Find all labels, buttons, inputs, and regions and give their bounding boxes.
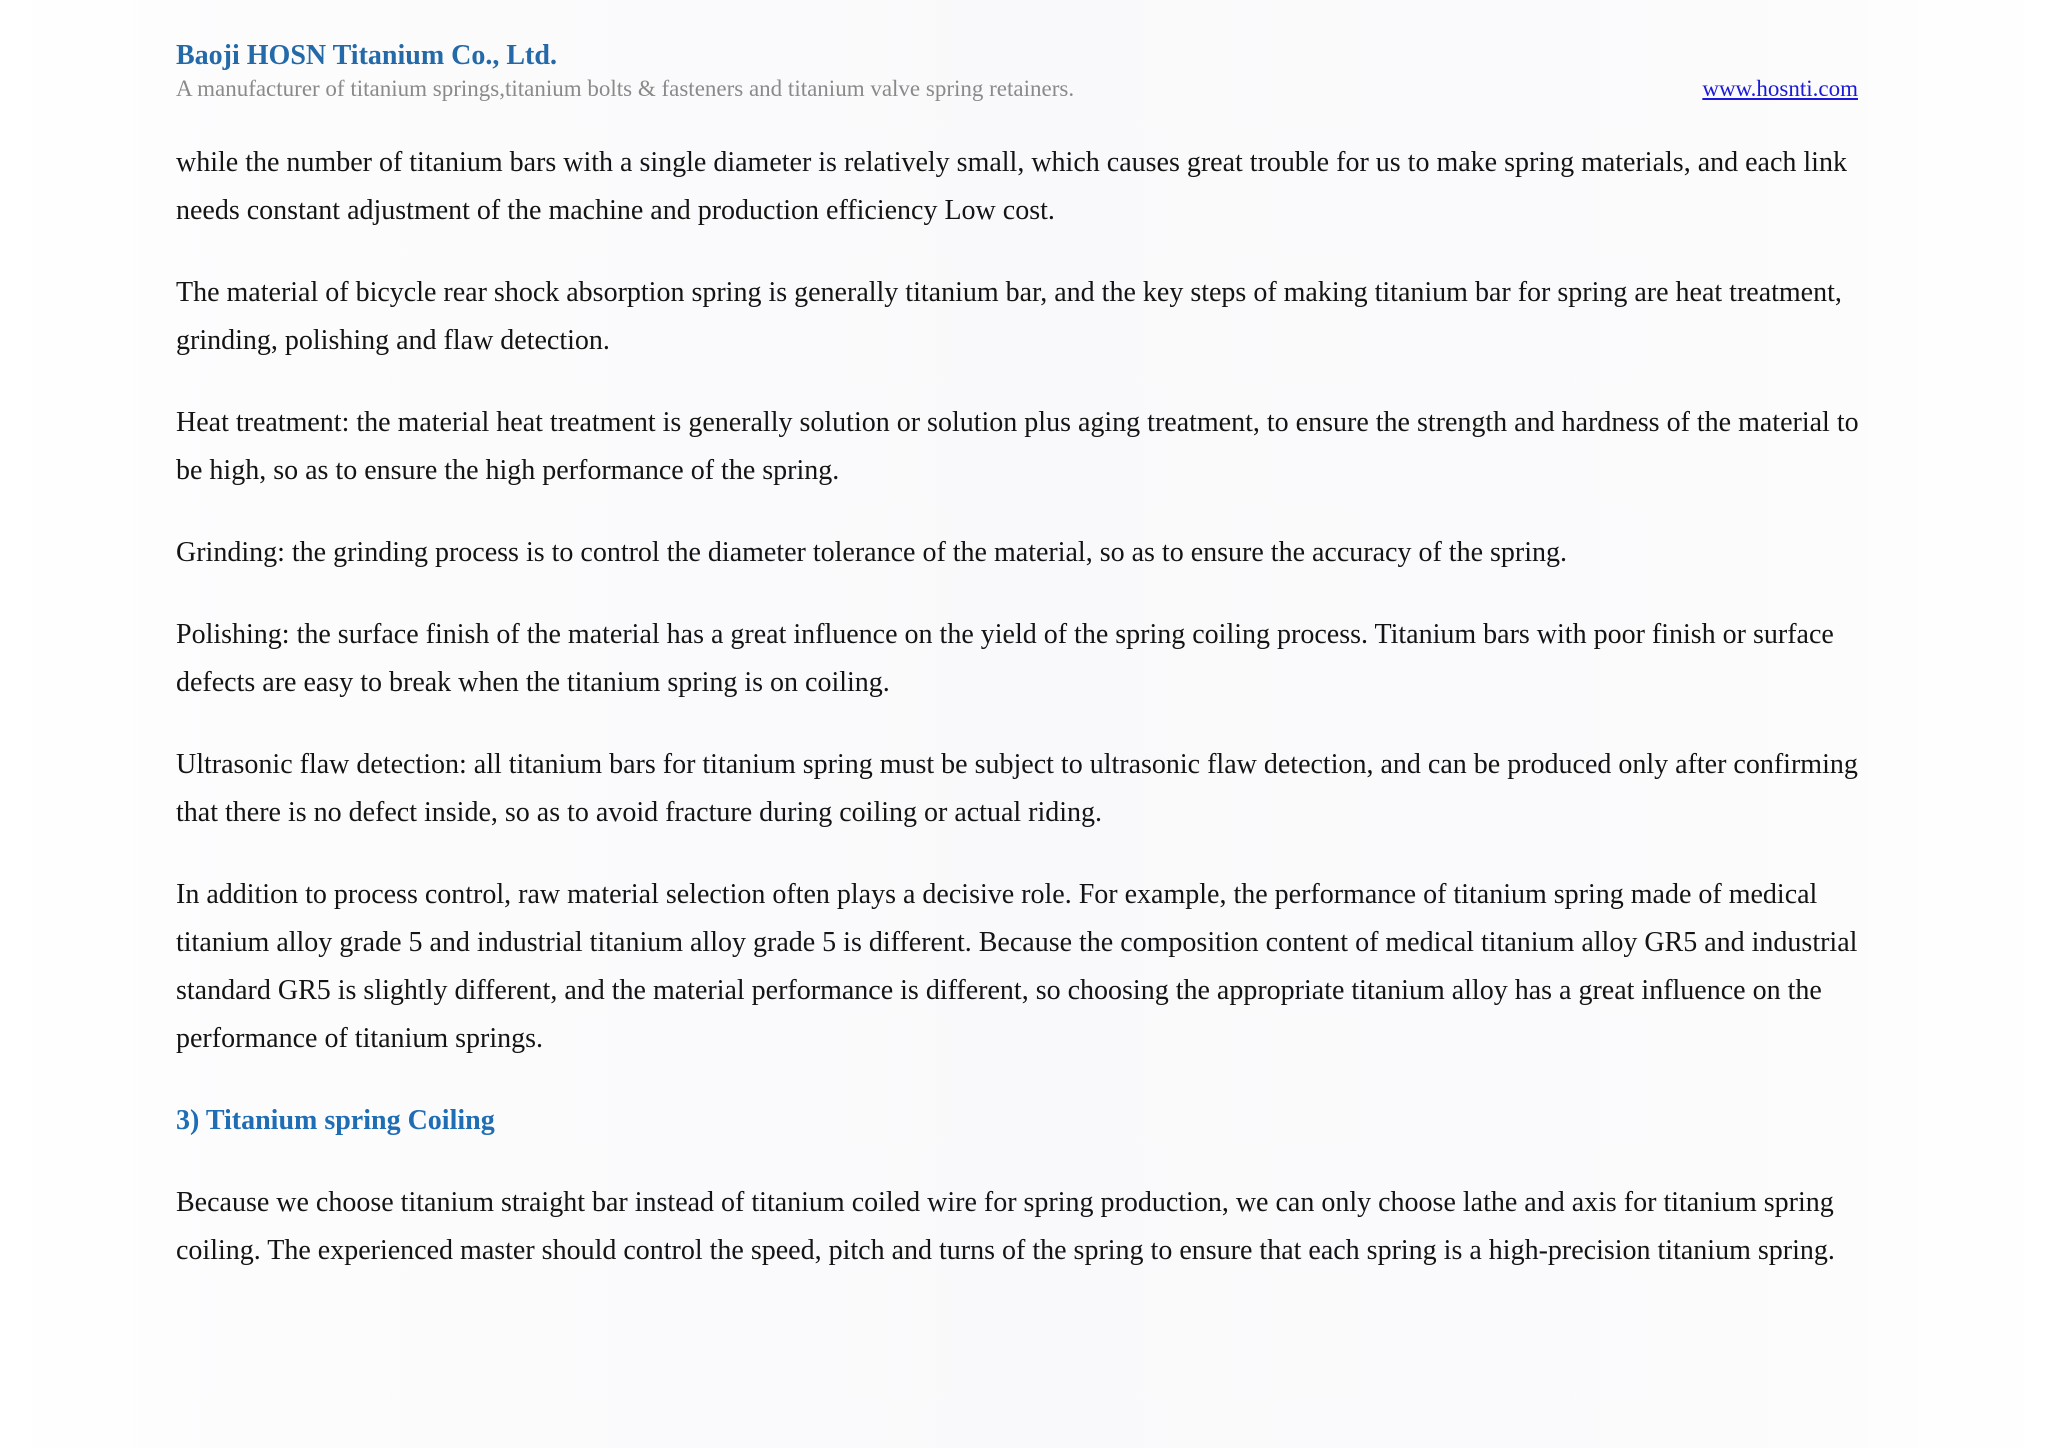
paragraph-flaw-detection: Ultrasonic flaw detection: all titanium bars for titanium spring must be subject to ultrasonic flaw detection, and can be produced only after confirming that there is no defect inside, so as to avoid fracture during coiling or actual riding. [176, 749, 1858, 828]
paragraph-material-selection: In addition to process control, raw material selection often plays a decisive role. For example, the performance of titanium spring made of medical titanium alloy grade 5 and industrial titanium alloy grade 5 is different. Because the composition content of medical titanium alloy GR5 and industrial standard GR5 is slightly different, and the material performance is different, so choosing the appropriate titanium alloy has a great influence on the performance of titanium springs. [176, 879, 1858, 1054]
paragraph-intro-continued: while the number of titanium bars with a single diameter is relatively small, which causes great trouble for us to make spring materials, and each link needs constant adjustment of the machine and production efficiency Low cost. [176, 147, 1847, 226]
paragraph-coiling: Because we choose titanium straight bar instead of titanium coiled wire for spring production, we can only choose lathe and axis for titanium spring coiling. The experienced master should control the speed, pitch and turns of the spring to ensure that each spring is a high-precision titanium spring. [176, 1187, 1835, 1266]
paragraph-heat-treatment: Heat treatment: the material heat treatment is generally solution or solution plus aging treatment, to ensure the strength and hardness of the material to be high, so as to ensure the high performance of the spring. [176, 407, 1859, 486]
company-name: Baoji HOSN Titanium Co., Ltd. [176, 40, 557, 71]
header-subline [176, 74, 1858, 104]
paragraph-polishing: Polishing: the surface finish of the material has a great influence on the yield of the spring coiling process. Titanium bars with poor finish or surface defects are easy to break when the titanium spring is on coiling. [176, 619, 1834, 698]
company-tagline: A manufacturer of titanium springs,titanium bolts & fasteners and titanium valve spring retainers. [176, 76, 1075, 101]
page-header [176, 38, 1858, 104]
section-heading-coiling: 3) Titanium spring Coiling [176, 1105, 495, 1136]
paragraph-grinding: Grinding: the grinding process is to control the diameter tolerance of the material, so as to ensure the accuracy of the spring. [176, 537, 1567, 568]
document-body [176, 139, 1876, 1309]
website-link[interactable]: www.hosnti.com [1702, 76, 1858, 101]
paragraph-material: The material of bicycle rear shock absorption spring is generally titanium bar, and the key steps of making titanium bar for spring are heat treatment, grinding, polishing and flaw detection. [176, 277, 1842, 356]
